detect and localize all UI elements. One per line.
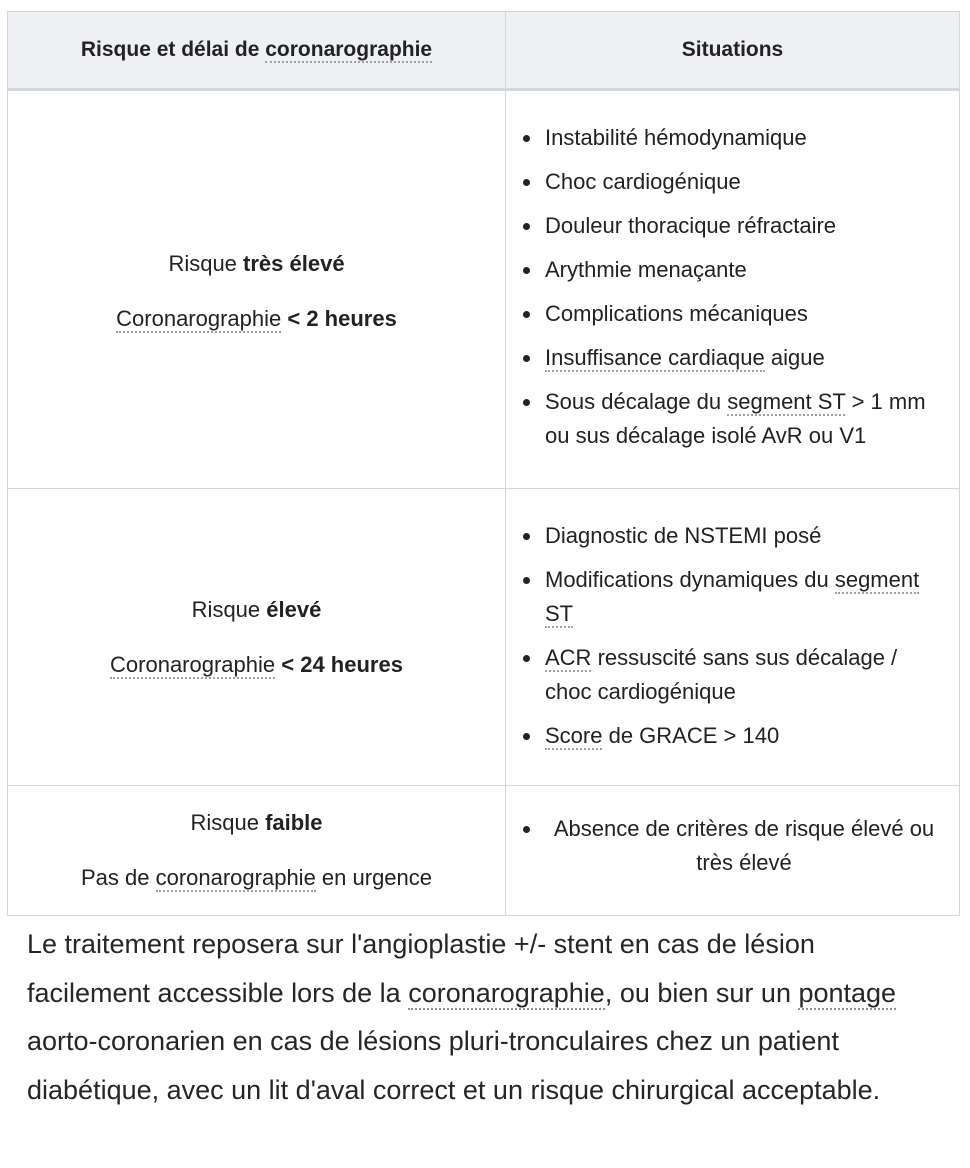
table-row-low-risk: [8, 786, 960, 916]
list-item: • Instabilité hémodynamique: [543, 121, 941, 155]
situations-list: [506, 786, 959, 880]
risk-table: [7, 11, 960, 916]
risk-level: faible: [265, 810, 323, 835]
term-link-pontage[interactable]: pontage: [798, 977, 897, 1008]
term-link-score[interactable]: Score: [545, 723, 603, 748]
header-situations: Situations: [506, 12, 960, 90]
term-link-segment-st[interactable]: segment ST: [727, 389, 846, 414]
list-item: • Douleur thoracique réfractaire: [543, 209, 941, 243]
list-item: • Modifications dynamiques du segment ST: [543, 563, 941, 631]
table-header-row: [8, 12, 960, 90]
list-item: • Diagnostic de NSTEMI posé: [543, 519, 941, 553]
list-item: • Insuffisance cardiaque aigue: [543, 341, 941, 375]
term-link-insuffisance-cardiaque[interactable]: Insuffisance cardiaque: [545, 345, 765, 370]
situations-cell: [506, 786, 960, 916]
risk-cell: Risque très élevé Coronarographie < 2 heures: [8, 90, 506, 489]
list-item: • Absence de critères de risque élevé ou très élevé: [543, 812, 941, 880]
situations-cell: [506, 489, 960, 786]
term-link-coronarographie[interactable]: Coronarographie: [116, 306, 282, 331]
situations-list: [506, 489, 959, 753]
term-link-acr[interactable]: ACR: [545, 645, 592, 670]
list-item: • Sous décalage du segment ST > 1 mm ou sus décalage isolé AvR ou V1: [543, 385, 941, 453]
situations-cell: [506, 90, 960, 489]
list-item: • Arythmie menaçante: [543, 253, 941, 287]
risk-level: élevé: [266, 596, 322, 622]
list-item: • Score de GRACE > 140: [543, 719, 941, 753]
body-paragraph: Le traitement reposera sur l'angioplastie +/- stent en cas de lésion facilement accessible lors de la coronarographie, ou bien sur un pontage aorto-coronarien en cas de lésions pluri-tronculaires chez un patient diabétique, avec un lit d'aval correct et un risque chirurgical acceptable.: [27, 929, 897, 1105]
delay-value: < 2 heures: [281, 306, 397, 331]
risk-cell: Risque faible Pas de coronarographie en urgence: [8, 786, 506, 916]
list-item: • Choc cardiogénique: [543, 165, 941, 199]
situations-list: [506, 91, 959, 453]
term-link-coronarographie[interactable]: Coronarographie: [110, 651, 276, 677]
term-link-segment-st[interactable]: segment ST: [545, 567, 920, 626]
term-link-coronarographie[interactable]: coronarographie: [408, 977, 605, 1008]
table-row-very-high-risk: [8, 90, 960, 489]
term-link-coronarographie[interactable]: coronarographie: [265, 38, 433, 61]
header-risk-delay: Risque et délai de coronarographie: [8, 12, 506, 90]
delay-value: < 24 heures: [275, 651, 403, 677]
term-link-coronarographie[interactable]: coronarographie: [155, 865, 316, 890]
risk-level: très élevé: [243, 251, 345, 276]
list-item: • Complications mécaniques: [543, 297, 941, 331]
table-row-high-risk: [8, 489, 960, 786]
list-item: • ACR ressuscité sans sus décalage / choc cardiogénique: [543, 641, 941, 709]
risk-cell: Risque élevé Coronarographie < 24 heures: [8, 489, 506, 786]
